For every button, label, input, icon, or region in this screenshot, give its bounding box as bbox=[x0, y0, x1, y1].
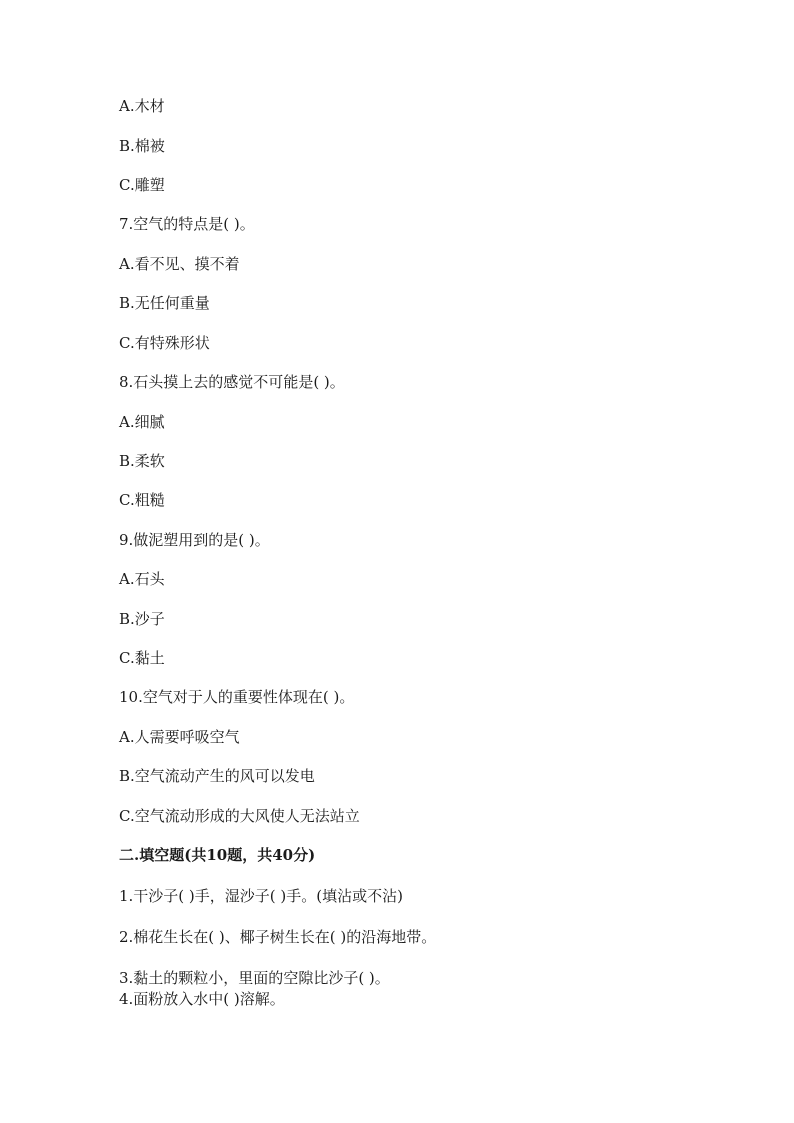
question-9-option-a: A.石头 bbox=[119, 570, 165, 588]
question-9-option-b: B.沙子 bbox=[119, 610, 165, 628]
fill-question-2: 2.棉花生长在( )、椰子树生长在( )的沿海地带。 bbox=[119, 928, 437, 946]
option-a-wood: A.木材 bbox=[119, 97, 165, 115]
fill-question-1: 1.干沙子( )手，湿沙子( )手。(填沾或不沾) bbox=[119, 887, 403, 905]
question-10-option-b: B.空气流动产生的风可以发电 bbox=[119, 767, 315, 785]
question-8-option-a: A.细腻 bbox=[119, 413, 165, 431]
question-10: 10.空气对于人的重要性体现在( )。 bbox=[119, 688, 355, 706]
question-7-option-a: A.看不见、摸不着 bbox=[119, 255, 240, 273]
question-10-option-a: A.人需要呼吸空气 bbox=[119, 728, 240, 746]
option-b-quilt: B.棉被 bbox=[119, 137, 165, 155]
fill-question-3: 3.黏土的颗粒小，里面的空隙比沙子( )。 bbox=[119, 969, 390, 987]
question-10-option-c: C.空气流动形成的大风使人无法站立 bbox=[119, 807, 360, 825]
question-8-option-c: C.粗糙 bbox=[119, 491, 165, 509]
question-8: 8.石头摸上去的感觉不可能是( )。 bbox=[119, 373, 345, 391]
question-7-option-c: C.有特殊形状 bbox=[119, 334, 210, 352]
question-9: 9.做泥塑用到的是( )。 bbox=[119, 531, 270, 549]
question-8-option-b: B.柔软 bbox=[119, 452, 165, 470]
question-7: 7.空气的特点是( )。 bbox=[119, 215, 255, 233]
section-heading-fill-in: 二.填空题(共10题，共40分) bbox=[119, 846, 316, 864]
fill-question-4: 4.面粉放入水中( )溶解。 bbox=[119, 990, 285, 1008]
question-9-option-c: C.黏土 bbox=[119, 649, 165, 667]
question-7-option-b: B.无任何重量 bbox=[119, 294, 210, 312]
option-c-sculpture: C.雕塑 bbox=[119, 176, 165, 194]
